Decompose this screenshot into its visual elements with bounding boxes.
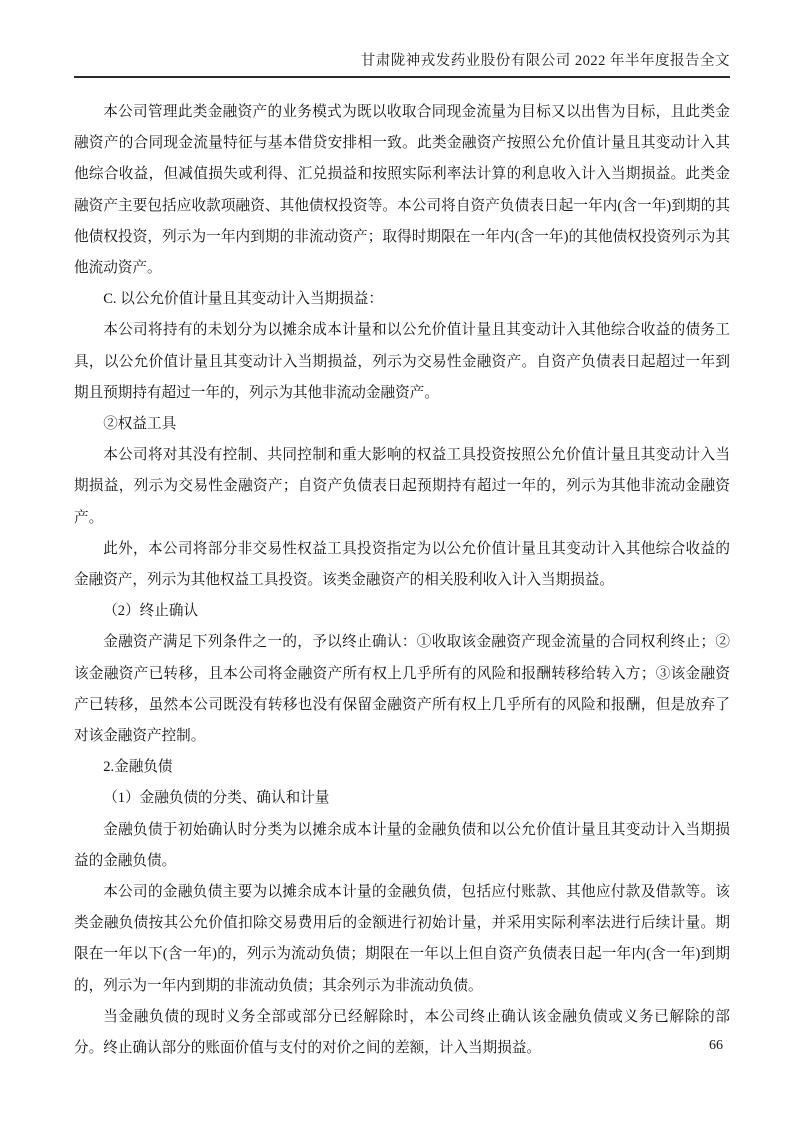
paragraph: （2）终止确认 <box>103 603 199 620</box>
paragraph: 本公司将持有的未划分为以摊余成本计量和以公允价值计量且其变动计入其他综合收益的债务工具，以公允价值计量且其变动计入当期损益，列示为交易性金融资产。自资产负债表日起超过一年到期且预期持有超过一年的，列示为其他非流动金融资产。 <box>74 322 730 401</box>
report-header-title: 甘肃陇神戎发药业股份有限公司 2022 年半年度报告全文 <box>360 53 730 69</box>
paragraph: C. 以公允价值计量且其变动计入当期损益： <box>103 291 383 308</box>
paragraph: 本公司的金融负债主要为以摊余成本计量的金融负债，包括应付账款、其他应付款及借款等。该类金融负债按其公允价值扣除交易费用后的金额进行初始计量，并采用实际利率法进行后续计量。期限在一年以下(含一年)的，列示为流动负债；期限在一年以上但自资产负债表日起一年内(含一年)到期的，列示为一年内到期的非流动负债；其余列示为非流动负债。 <box>74 884 730 994</box>
paragraph: 2.金融负债 <box>103 759 173 776</box>
paragraph: 此外，本公司将部分非交易性权益工具投资指定为以公允价值计量且其变动计入其他综合收益的金融资产，列示为其他权益工具投资。该类金融资产的相关股利收入计入当期损益。 <box>74 540 730 589</box>
paragraph: 当金融负债的现时义务全部或部分已经解除时，本公司终止确认该金融负债或义务已解除的部分。终止确认部分的账面价值与支付的对价之间的差额，计入当期损益。 <box>74 1008 730 1057</box>
document-body <box>74 97 730 1064</box>
paragraph: 本公司将对其没有控制、共同控制和重大影响的权益工具投资按照公允价值计量且其变动计入当期损益，列示为交易性金融资产；自资产负债表日起预期持有超过一年的，列示为其他非流动金融资产。 <box>74 447 730 526</box>
page-number: 66 <box>709 1038 723 1053</box>
paragraph: 本公司管理此类金融资产的业务模式为既以收取合同现金流量为目标又以出售为目标，且此类金融资产的合同现金流量特征与基本借贷安排相一致。此类金融资产按照公允价值计量且其变动计入其他综合收益，但减值损失或利得、汇兑损益和按照实际利率法计算的利息收入计入当期损益。此类金融资产主要包括应收款项融资、其他债权投资等。本公司将自资产负债表日起一年内(含一年)到期的其他债权投资，列示为一年内到期的非流动资产；取得时期限在一年内(含一年)的其他债权投资列示为其他流动资产。 <box>74 104 730 277</box>
header-rule <box>74 76 730 78</box>
paragraph: ②权益工具 <box>103 416 177 433</box>
paragraph: 金融资产满足下列条件之一的，予以终止确认：①收取该金融资产现金流量的合同权利终止；②该金融资产已转移，且本公司将金融资产所有权上几乎所有的风险和报酬转移给转入方；③该金融资产已转移，虽然本公司既没有转移也没有保留金融资产所有权上几乎所有的风险和报酬，但是放弃了对该金融资产控制。 <box>74 634 730 745</box>
page-header <box>74 0 730 78</box>
paragraph: 金融负债于初始确认时分类为以摊余成本计量的金融负债和以公允价值计量且其变动计入当期损益的金融负债。 <box>74 821 730 869</box>
paragraph: （1）金融负债的分类、确认和计量 <box>103 790 330 807</box>
